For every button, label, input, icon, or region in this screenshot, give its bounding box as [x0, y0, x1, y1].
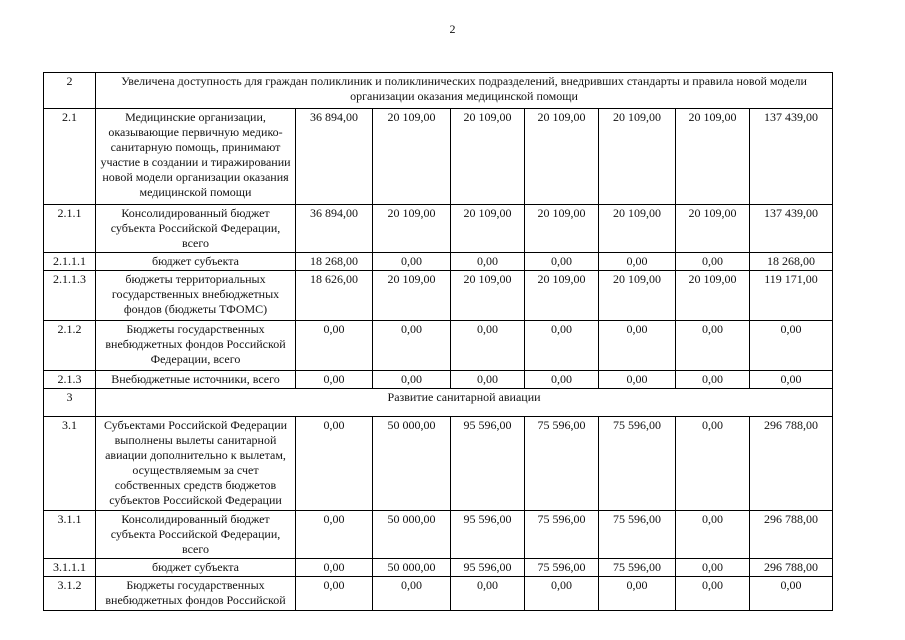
value-cell: 75 596,00 [599, 511, 676, 559]
value-cell: 20 109,00 [525, 205, 599, 253]
row-code: 3.1 [44, 417, 96, 511]
row-code: 2.1 [44, 109, 96, 205]
value-cell: 20 109,00 [451, 205, 525, 253]
value-cell: 296 788,00 [750, 417, 833, 511]
value-cell: 18 268,00 [750, 253, 833, 271]
value-cell: 75 596,00 [599, 559, 676, 577]
row-description: Консолидированный бюджет субъекта Российской Федерации, всего [96, 511, 296, 559]
value-cell: 20 109,00 [373, 109, 451, 205]
value-cell: 95 596,00 [451, 559, 525, 577]
value-cell: 18 268,00 [296, 253, 373, 271]
value-cell: 20 109,00 [525, 109, 599, 205]
value-cell: 36 894,00 [296, 205, 373, 253]
row-description: бюджет субъекта [96, 559, 296, 577]
value-cell: 0,00 [525, 253, 599, 271]
value-cell: 0,00 [676, 577, 750, 611]
row-description: Медицинские организации, оказывающие первичную медико-санитарную помощь, принимают участие в создании и тиражировании новой модели организации оказания медицинской помощи [96, 109, 296, 205]
value-cell: 0,00 [676, 321, 750, 371]
row-code: 3.1.1 [44, 511, 96, 559]
row-description: Бюджеты государственных внебюджетных фондов Российской [96, 577, 296, 611]
value-cell: 75 596,00 [525, 417, 599, 511]
value-cell: 0,00 [676, 511, 750, 559]
table-row [44, 271, 833, 321]
row-code: 3.1.2 [44, 577, 96, 611]
value-cell: 0,00 [676, 253, 750, 271]
table-row [44, 205, 833, 253]
value-cell: 20 109,00 [451, 271, 525, 321]
row-code: 2 [44, 73, 96, 109]
value-cell: 20 109,00 [599, 271, 676, 321]
page-number: 2 [449, 22, 456, 36]
table-row [44, 389, 833, 417]
value-cell: 0,00 [296, 577, 373, 611]
table-row [44, 371, 833, 389]
value-cell: 18 626,00 [296, 271, 373, 321]
value-cell: 0,00 [676, 371, 750, 389]
section-title: Развитие санитарной авиации [96, 389, 833, 417]
row-code: 2.1.1 [44, 205, 96, 253]
value-cell: 75 596,00 [525, 511, 599, 559]
value-cell: 137 439,00 [750, 205, 833, 253]
value-cell: 20 109,00 [676, 109, 750, 205]
value-cell: 296 788,00 [750, 559, 833, 577]
budget-table [43, 72, 833, 611]
value-cell: 20 109,00 [525, 271, 599, 321]
value-cell: 0,00 [525, 321, 599, 371]
value-cell: 0,00 [296, 417, 373, 511]
table-row [44, 109, 833, 205]
table-row [44, 73, 833, 109]
value-cell: 0,00 [296, 321, 373, 371]
row-code: 2.1.2 [44, 321, 96, 371]
value-cell: 0,00 [451, 253, 525, 271]
value-cell: 0,00 [296, 511, 373, 559]
value-cell: 50 000,00 [373, 559, 451, 577]
value-cell: 0,00 [451, 321, 525, 371]
value-cell: 0,00 [599, 371, 676, 389]
value-cell: 0,00 [525, 371, 599, 389]
value-cell: 0,00 [750, 321, 833, 371]
value-cell: 0,00 [676, 417, 750, 511]
value-cell: 0,00 [373, 371, 451, 389]
row-description: Консолидированный бюджет субъекта Российской Федерации, всего [96, 205, 296, 253]
row-description: Субъектами Российской Федерации выполнены вылеты санитарной авиации дополнительно к вылетам, осуществляемым за счет собственных средств бюджетов субъектов Российской Федерации [96, 417, 296, 511]
row-code: 2.1.1.1 [44, 253, 96, 271]
value-cell: 0,00 [296, 371, 373, 389]
value-cell: 20 109,00 [451, 109, 525, 205]
value-cell: 0,00 [451, 371, 525, 389]
row-code: 3 [44, 389, 96, 417]
value-cell: 50 000,00 [373, 511, 451, 559]
value-cell: 50 000,00 [373, 417, 451, 511]
value-cell: 137 439,00 [750, 109, 833, 205]
value-cell: 0,00 [676, 559, 750, 577]
row-code: 2.1.1.3 [44, 271, 96, 321]
row-description: бюджет субъекта [96, 253, 296, 271]
table-row [44, 577, 833, 611]
value-cell: 20 109,00 [599, 205, 676, 253]
table-row [44, 417, 833, 511]
value-cell: 0,00 [599, 321, 676, 371]
value-cell: 0,00 [373, 321, 451, 371]
value-cell: 0,00 [750, 371, 833, 389]
value-cell: 0,00 [373, 577, 451, 611]
value-cell: 20 109,00 [676, 205, 750, 253]
value-cell: 0,00 [296, 559, 373, 577]
row-code: 2.1.3 [44, 371, 96, 389]
value-cell: 119 171,00 [750, 271, 833, 321]
value-cell: 20 109,00 [676, 271, 750, 321]
row-description: Внебюджетные источники, всего [96, 371, 296, 389]
value-cell: 0,00 [750, 577, 833, 611]
row-description: Бюджеты государственных внебюджетных фондов Российской Федерации, всего [96, 321, 296, 371]
row-code: 3.1.1.1 [44, 559, 96, 577]
value-cell: 20 109,00 [599, 109, 676, 205]
value-cell: 0,00 [525, 577, 599, 611]
row-description: бюджеты территориальных государственных внебюджетных фондов (бюджеты ТФОМС) [96, 271, 296, 321]
table-row [44, 321, 833, 371]
value-cell: 0,00 [599, 577, 676, 611]
value-cell: 75 596,00 [525, 559, 599, 577]
table-row [44, 559, 833, 577]
value-cell: 0,00 [451, 577, 525, 611]
value-cell: 75 596,00 [599, 417, 676, 511]
table-row [44, 511, 833, 559]
value-cell: 296 788,00 [750, 511, 833, 559]
value-cell: 95 596,00 [451, 511, 525, 559]
value-cell: 20 109,00 [373, 271, 451, 321]
value-cell: 20 109,00 [373, 205, 451, 253]
value-cell: 0,00 [599, 253, 676, 271]
value-cell: 95 596,00 [451, 417, 525, 511]
value-cell: 36 894,00 [296, 109, 373, 205]
value-cell: 0,00 [373, 253, 451, 271]
section-title: Увеличена доступность для граждан поликлиник и поликлинических подразделений, внедривших стандарты и правила новой модели организации оказания медицинской помощи [96, 73, 833, 109]
table-row [44, 253, 833, 271]
